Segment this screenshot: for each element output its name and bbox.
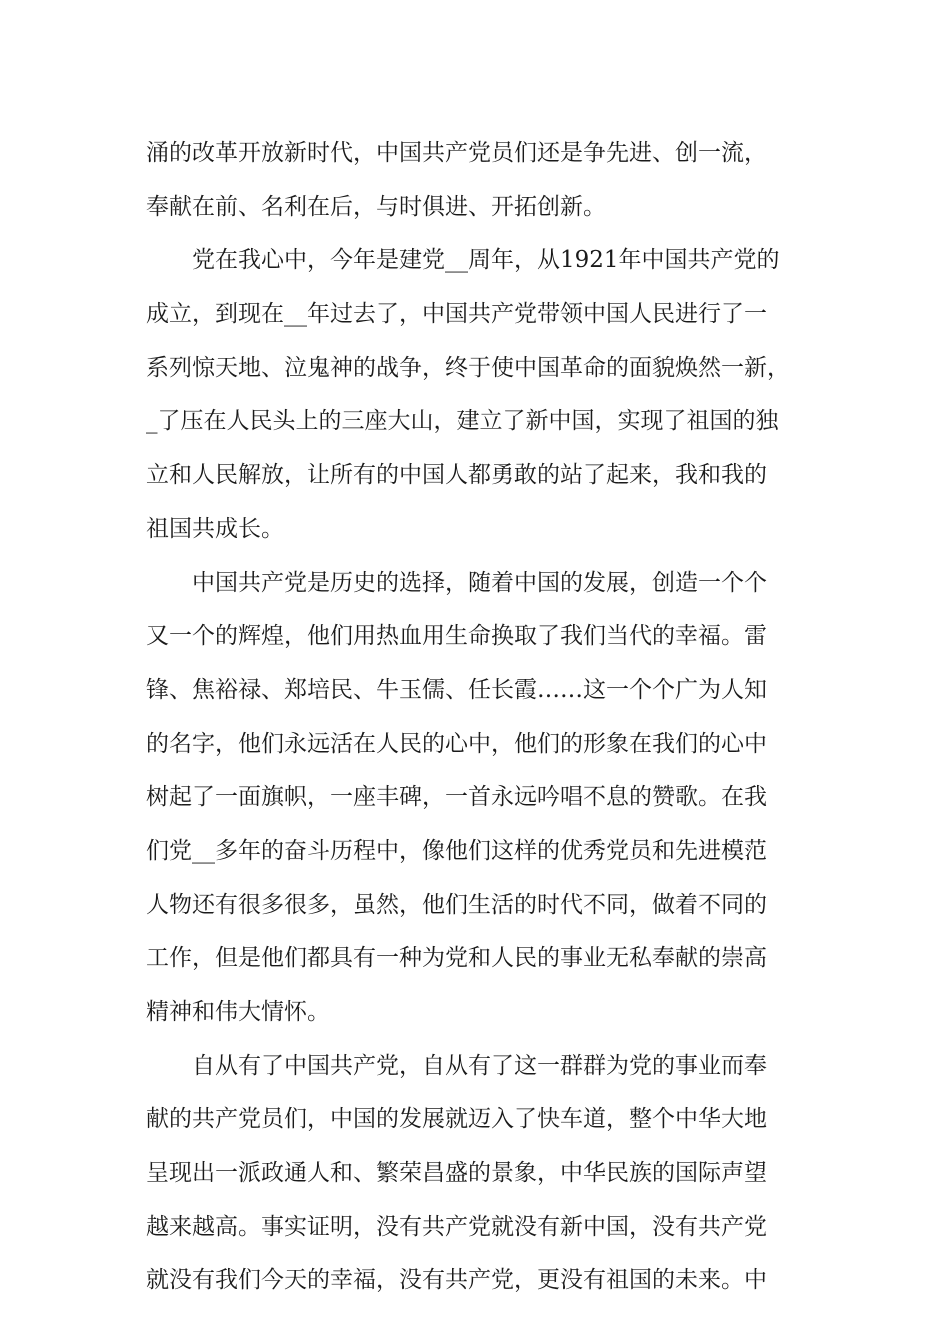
text-line: 献的共产党员们，中国的发展就迈入了快车道，整个中华大地 [146, 1106, 767, 1133]
text-line: 锋、焦裕禄、郑培民、牛玉儒、任长霞……这一个个广为人知 [146, 676, 767, 703]
text-line: 奉献在前、名利在后，与时俱进、开拓创新。 [146, 193, 606, 220]
text-line: 越来越高。事实证明，没有共产党就没有新中国，没有共产党 [146, 1213, 767, 1240]
paragraph-start-line: 自从有了中国共产党，自从有了这一群群为党的事业而奉 [192, 1052, 767, 1079]
text-line: 人物还有很多很多，虽然，他们生活的时代不同，做着不同的 [146, 891, 767, 918]
body-text [146, 127, 806, 1308]
text-line: 成立，到现在__年过去了，中国共产党带领中国人民进行了一 [146, 301, 767, 328]
text-line: 的名字，他们永远活在人民的心中，他们的形象在我们的心中 [146, 730, 767, 757]
text-line: _了压在人民头上的三座大山，建立了新中国，实现了祖国的独 [146, 408, 779, 435]
text-line: 树起了一面旗帜，一座丰碑，一首永远吟唱不息的赞歌。在我 [146, 784, 767, 811]
text-line: 祖国共成长。 [146, 515, 284, 542]
text-line: 立和人民解放，让所有的中国人都勇敢的站了起来，我和我的 [146, 462, 767, 489]
text-line: 系列惊天地、泣鬼神的战争，终于使中国革命的面貌焕然一新， [146, 354, 790, 381]
text-line: 们党__多年的奋斗历程中，像他们这样的优秀党员和先进模范 [146, 837, 767, 864]
text-line: 就没有我们今天的幸福，没有共产党，更没有祖国的未来。中 [146, 1267, 767, 1294]
text-line: 又一个的辉煌，他们用热血用生命换取了我们当代的幸福。雷 [146, 623, 767, 650]
paragraph-start-line: 党在我心中，今年是建党__周年，从1921年中国共产党的 [192, 247, 780, 274]
paragraph-start-line: 中国共产党是历史的选择，随着中国的发展，创造一个个 [192, 569, 767, 596]
text-line: 涌的改革开放新时代，中国共产党员们还是争先进、创一流， [146, 140, 767, 166]
text-line: 精神和伟大情怀。 [146, 999, 330, 1025]
text-line: 呈现出一派政通人和、繁荣昌盛的景象，中华民族的国际声望 [146, 1160, 767, 1187]
text-line: 工作，但是他们都具有一种为党和人民的事业无私奉献的崇高 [146, 945, 767, 972]
